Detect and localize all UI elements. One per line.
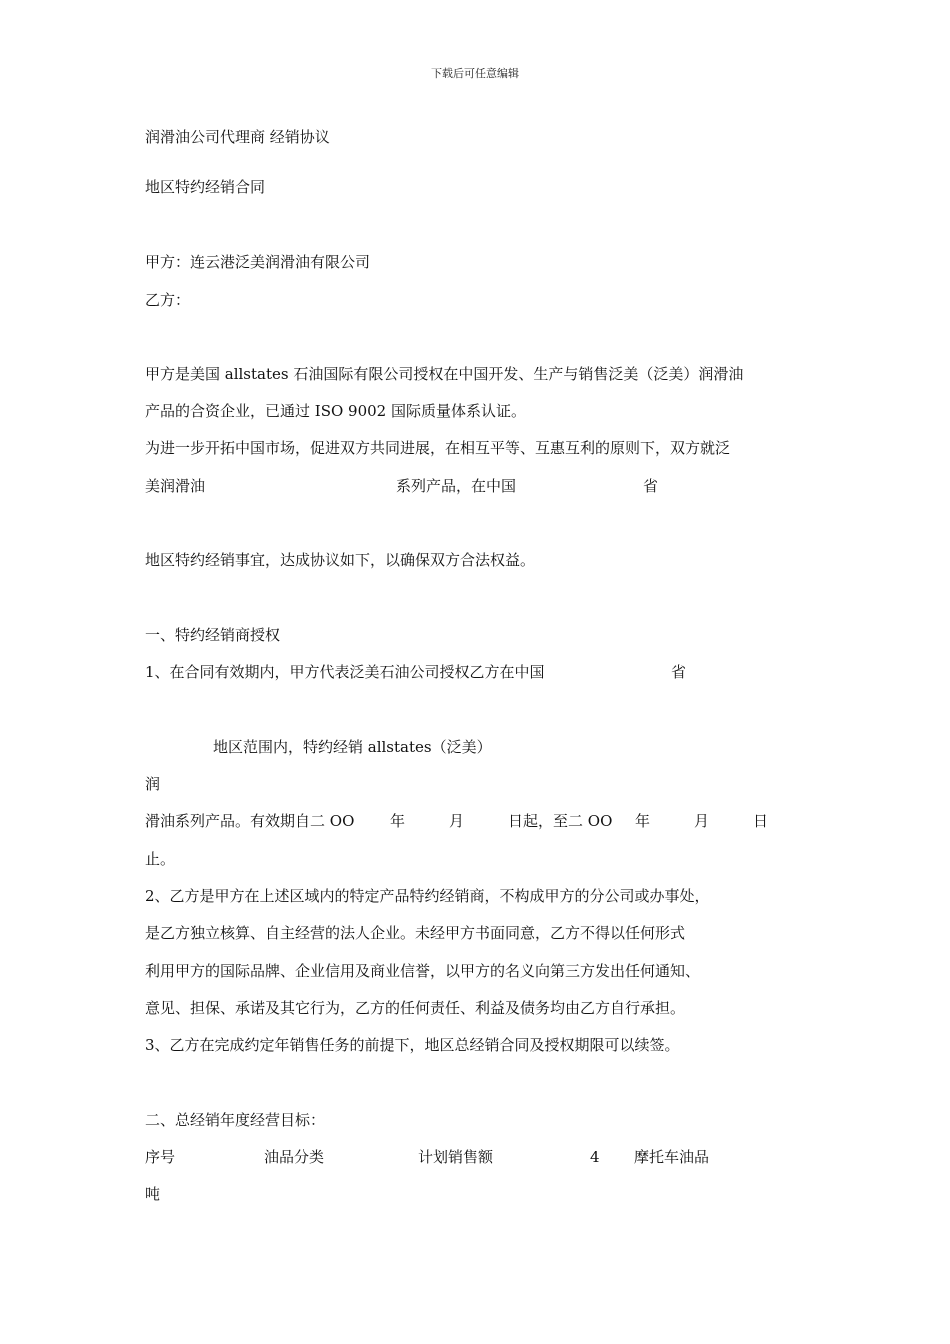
item-1-text-c: 地区范围内，特约经销 allstates（泛美） bbox=[213, 738, 492, 756]
intro-line-4a: 美润滑油 bbox=[145, 477, 206, 495]
column-serial-number: 序号 bbox=[145, 1148, 176, 1166]
party-b: 乙方： bbox=[145, 291, 191, 309]
document-subtitle: 地区特约经销合同 bbox=[145, 178, 266, 196]
item-1-text-h: 日起，至二 OO bbox=[508, 812, 613, 830]
item-2-line-3: 利用甲方的国际品牌、企业信用及商业信誉，以甲方的名义向第三方发出任何通知、 bbox=[145, 962, 701, 980]
intro-line-1: 甲方是美国 allstates 石油国际有限公司授权在中国开发、生产与销售泛美（泛美）润滑油 bbox=[145, 365, 744, 383]
item-1-text-a: 1、在合同有效期内，甲方代表泛美石油公司授权乙方在中国 bbox=[145, 663, 545, 681]
item-3-text: 3、乙方在完成约定年销售任务的前提下，地区总经销合同及授权期限可以续签。 bbox=[145, 1036, 680, 1054]
item-1-text-e: 滑油系列产品。有效期自二 OO bbox=[145, 812, 355, 830]
intro-line-3: 为进一步开拓中国市场，促进双方共同进展，在相互平等、互惠互利的原则下，双方就泛 bbox=[145, 439, 731, 457]
intro-line-4b: 系列产品，在中国 bbox=[396, 477, 517, 495]
intro-line-5: 地区特约经销事宜，达成协议如下，以确保双方合法权益。 bbox=[145, 551, 536, 569]
item-1-year-1: 年 bbox=[390, 812, 406, 830]
intro-line-4c: 省 bbox=[643, 477, 659, 495]
item-2-line-4: 意见、担保、承诺及其它行为，乙方的任何责任、利益及债务均由乙方自行承担。 bbox=[145, 999, 686, 1017]
item-1-month-2: 月 bbox=[694, 812, 710, 830]
column-planned-sales: 计划销售额 bbox=[418, 1148, 494, 1166]
page-header: 下载后可任意编辑 bbox=[431, 67, 519, 80]
item-1-text-l: 止。 bbox=[145, 850, 176, 868]
item-1-text-b: 省 bbox=[671, 663, 687, 681]
document-title: 润滑油公司代理商 经销协议 bbox=[145, 128, 330, 146]
row-unit: 吨 bbox=[145, 1185, 161, 1203]
section-1-heading: 一、特约经销商授权 bbox=[145, 626, 281, 644]
party-a: 甲方：连云港泛美润滑油有限公司 bbox=[145, 253, 371, 271]
item-1-day-2: 日 bbox=[753, 812, 769, 830]
row-oil-category: 摩托车油品 bbox=[634, 1148, 710, 1166]
item-2-line-1: 2、乙方是甲方在上述区域内的特定产品特约经销商，不构成甲方的分公司或办事处， bbox=[145, 887, 710, 905]
row-serial-number: 4 bbox=[590, 1148, 600, 1166]
column-oil-category: 油品分类 bbox=[264, 1148, 325, 1166]
item-1-text-d: 润 bbox=[145, 775, 161, 793]
intro-line-2: 产品的合资企业，已通过 ISO 9002 国际质量体系认证。 bbox=[145, 402, 526, 420]
item-1-year-2: 年 bbox=[635, 812, 651, 830]
item-1-month-1: 月 bbox=[449, 812, 465, 830]
item-2-line-2: 是乙方独立核算、自主经营的法人企业。未经甲方书面同意，乙方不得以任何形式 bbox=[145, 924, 686, 942]
section-2-heading: 二、总经销年度经营目标： bbox=[145, 1111, 326, 1129]
